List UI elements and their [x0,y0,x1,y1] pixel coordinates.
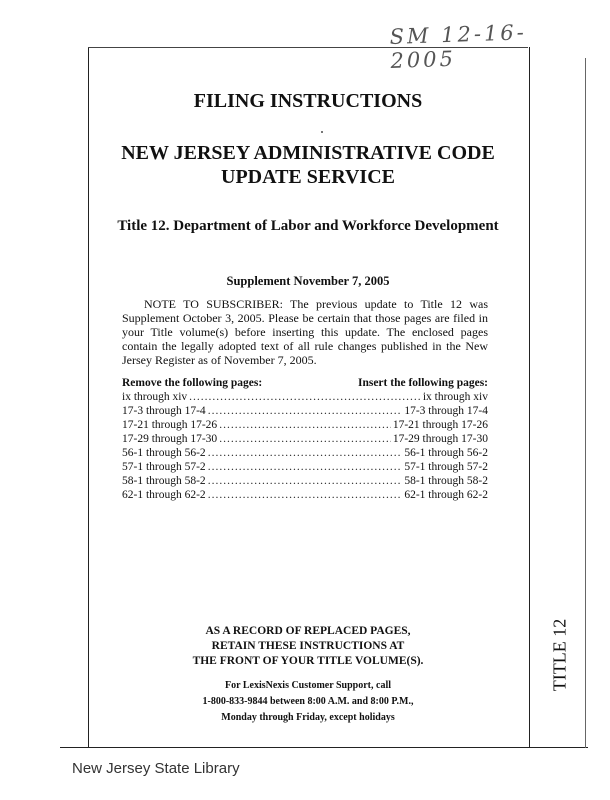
remove-pages: ix through xiv [122,391,188,403]
dot-leader [208,404,403,418]
insert-pages: ix through xiv [422,391,488,403]
pages-table [122,376,488,502]
remove-pages: 17-21 through 17-26 [122,419,218,431]
insert-pages: 17-29 through 17-30 [392,433,488,445]
title-line: Title 12. Department of Labor and Workforce Development [117,218,499,234]
record-line-3: THE FRONT OF YOUR TITLE VOLUME(S). [192,655,424,667]
record-line-2: RETAIN THESE INSTRUCTIONS AT [211,640,405,652]
remove-pages: 62-1 through 62-2 [122,489,206,501]
support-line-1: For LexisNexis Customer Support, call [224,680,391,691]
remove-pages: 57-1 through 57-2 [122,461,206,473]
table-row [122,432,488,446]
code-title-line-2: UPDATE SERVICE [221,166,395,188]
dot-leader [208,446,403,460]
record-line-1: AS A RECORD OF REPLACED PAGES, [205,625,411,637]
speck-mark [321,131,323,133]
dot-leader [208,460,403,474]
remove-header: Remove the following pages: [122,377,263,389]
remove-pages: 56-1 through 56-2 [122,447,206,459]
table-row [122,418,488,432]
insert-pages: 57-1 through 57-2 [404,461,488,473]
dot-leader [219,432,391,446]
record-notice [88,624,528,669]
table-row [122,446,488,460]
code-title-line-1: NEW JERSEY ADMINISTRATIVE CODE [121,142,495,164]
table-row [122,488,488,502]
insert-pages: 17-21 through 17-26 [392,419,488,431]
insert-header: Insert the following pages: [357,377,488,389]
frame-bottom-rule [60,747,588,748]
insert-pages: 17-3 through 17-4 [404,405,488,417]
dot-leader [189,390,421,404]
page-heading: FILING INSTRUCTIONS [193,90,423,112]
library-stamp: New Jersey State Library [72,760,240,777]
support-info [88,678,528,726]
remove-pages: 17-3 through 17-4 [122,405,206,417]
insert-pages: 62-1 through 62-2 [404,489,488,501]
supplement-date: Supplement November 7, 2005 [226,274,390,288]
support-line-3: Monday through Friday, except holidays [221,712,395,723]
table-row [122,460,488,474]
tab-edge-rule [585,58,586,748]
remove-pages: 58-1 through 58-2 [122,475,206,487]
handwritten-date-note: SM 12-16-2005 [389,20,528,73]
insert-pages: 56-1 through 56-2 [404,447,488,459]
insert-pages: 58-1 through 58-2 [404,475,488,487]
frame-top-rule [88,47,528,48]
dot-leader [208,474,403,488]
title-tab [545,620,575,690]
remove-pages: 17-29 through 17-30 [122,433,218,445]
dot-leader [208,488,403,502]
table-row [122,474,488,488]
dot-leader [219,418,391,432]
table-row [122,404,488,418]
note-to-subscriber: NOTE TO SUBSCRIBER: The previous update to Title 12 was Supplement October 3, 2005. Please be certain that those pages are filed in your Title volume(s) before inserting this update. The enclosed pages contain the legally adopted text of all rule changes published in the New Jersey Register as of November 7, 2005. [122,297,488,367]
support-line-2: 1-800-833-9844 between 8:00 A.M. and 8:00 P.M., [202,696,414,707]
table-row [122,390,488,404]
pages-table-header [122,376,488,390]
title-tab-label: TITLE 12 [549,618,570,692]
